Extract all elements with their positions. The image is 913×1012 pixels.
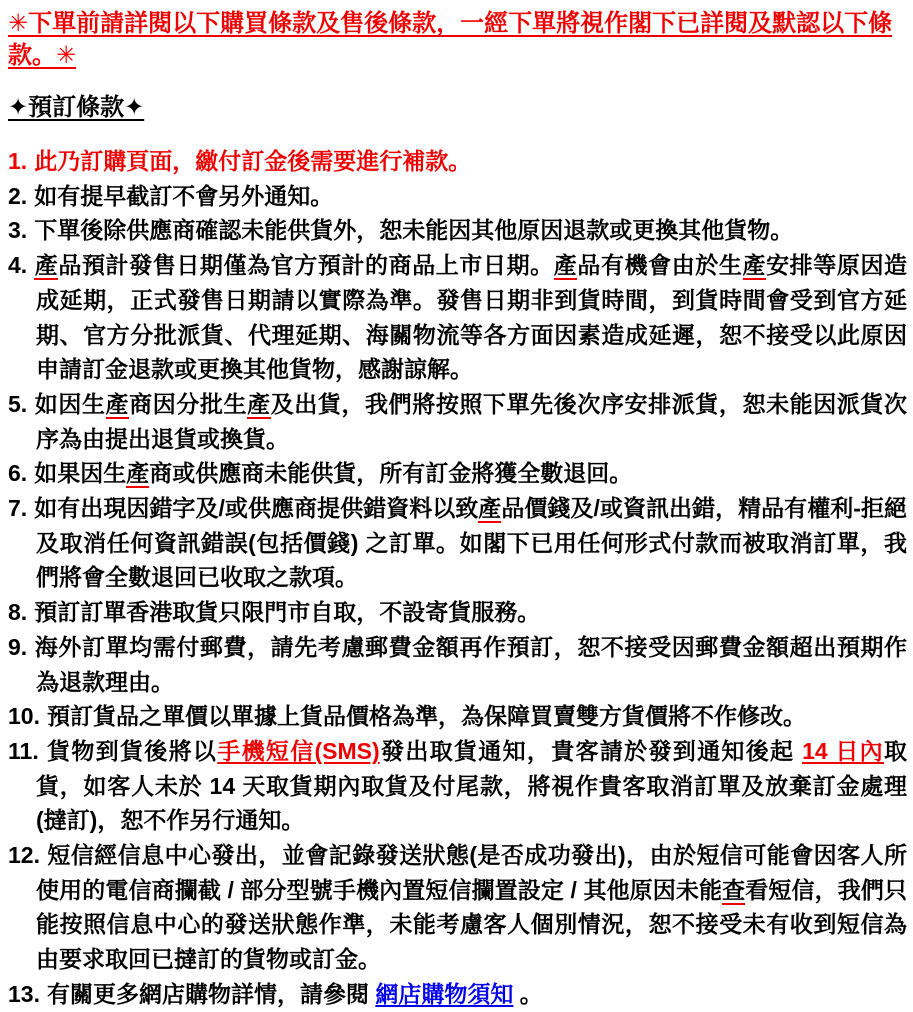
term-char-proof-mark: 產 <box>553 252 578 279</box>
term-item <box>8 595 907 630</box>
term-char-proof-mark: 產 <box>126 460 150 487</box>
term-text: 商因分批生 <box>129 390 248 417</box>
term-number: 10. <box>8 703 40 730</box>
term-number: 6. <box>8 460 28 487</box>
term-text: 品價錢及/或資訊出錯，精品有權利-拒絕及取消任何資訊錯誤(包括價錢) 之訂單。如閣下已用任何形式付款而被取消訂單，我們將會全數退回已收取之款項。 <box>36 495 908 591</box>
term-char-proof-mark: 產 <box>742 252 767 279</box>
term-number: 13. <box>8 980 40 1007</box>
term-number: 7. <box>8 495 28 522</box>
term-item <box>8 248 907 387</box>
term-text: 安排等原因造成延期，正式發售日期請以實際為準。發售日期非到貨時間，到貨時間會受到官方延期、官方分批派貨、代理延期、海關物流等各方面因素造成延遲，恕不接受以此原因申請訂金退款或更換其他貨物，感謝諒解。 <box>36 252 908 383</box>
term-text: 。 <box>513 980 543 1007</box>
term-text: 預訂訂單香港取貨只限門市自取，不設寄貨服務。 <box>34 599 541 626</box>
term-item <box>8 491 907 595</box>
term-number: 5. <box>8 390 28 417</box>
shop-notice-link[interactable]: 網店購物須知 <box>375 980 514 1007</box>
term-text: 海外訂單均需付郵費，請先考慮郵費金額再作預訂，恕不接受因郵費金額超出預期作為退款理由。 <box>34 633 907 695</box>
term-text: 品有機會由於生 <box>577 252 743 279</box>
term-number: 1. <box>8 148 28 174</box>
term-char-proof-mark: 產 <box>247 390 271 417</box>
term-text: 如有出現因錯字及/或供應商提供錯資料以致 <box>34 495 479 522</box>
pre-order-notice: ✳下單前請詳閱以下購買條款及售後條款，一經下單將視作閣下已詳閱及默認以下條款。✳ <box>8 10 893 69</box>
term-item <box>8 144 907 179</box>
term-number: 2. <box>8 182 28 209</box>
term-text: 品預計發售日期僅為官方預計的商品上市日期。 <box>58 252 554 279</box>
term-number: 12. <box>8 842 40 869</box>
term-item <box>8 456 907 491</box>
term-text: 貨物到貨後將以 <box>45 737 218 764</box>
term-item <box>8 213 907 248</box>
term-highlight-red: 14 日內 <box>802 737 884 764</box>
term-text: 此乃訂購頁面，繳付訂金後需要進行補款。 <box>34 148 472 174</box>
term-char-proof-mark: 產 <box>34 252 59 279</box>
term-number: 11. <box>8 737 39 764</box>
term-item <box>8 977 907 1012</box>
term-text: 取貨，如客人未於 14 天取貨期內取貨及付尾款，將視作貴客取消訂單及放棄訂金處理(撻訂)，恕不作另行通知。 <box>36 737 907 834</box>
section-title: ✦預訂條款✦ <box>8 94 145 121</box>
term-text: 如因生 <box>34 390 106 417</box>
terms-list <box>8 144 907 1012</box>
term-char-proof-mark: 產 <box>478 495 502 522</box>
term-text: 如有提早截訂不會另外通知。 <box>34 182 334 209</box>
term-item <box>8 387 907 456</box>
term-text: 發出取貨通知，貴客請於發到通知後起 <box>379 737 803 764</box>
term-char-proof-mark: 產 <box>105 390 130 417</box>
term-item <box>8 630 907 699</box>
term-text: 下單後除供應商確認未能供貨外，恕未能因其他原因退款或更換其他貨物。 <box>34 217 794 244</box>
term-text: 預訂貨品之單價以單據上貨品價格為準，為保障買賣雙方貨價將不作修改。 <box>46 703 806 730</box>
term-number: 3. <box>8 217 28 244</box>
term-item <box>8 838 907 977</box>
term-item <box>8 699 907 734</box>
term-text: 有關更多網店購物詳情，請參閱 <box>46 980 376 1007</box>
term-number: 9. <box>8 633 28 660</box>
term-text: 如果因生 <box>34 460 127 487</box>
term-number: 4. <box>8 252 28 279</box>
term-item <box>8 179 907 214</box>
term-text: 商或供應商未能供貨，所有訂金將獲全數退回。 <box>149 460 633 487</box>
term-item <box>8 734 907 838</box>
term-char-proof-mark: 查 <box>722 876 746 903</box>
term-highlight-red: 手機短信(SMS) <box>217 737 380 764</box>
term-text: 短信經信息中心發出，並會記錄發送狀態(是否成功發出)，由於短信可能會因客人所使用的電信商攔截 / 部分型號手機內置短信攔置設定 / 其他原因未能 <box>36 842 907 903</box>
term-text: 及出貨，我們將按照下單先後次序安排派貨，恕未能因派貨次序為由提出退貨或換貨。 <box>36 390 908 452</box>
term-number: 8. <box>8 599 28 626</box>
term-text: 看短信，我們只能按照信息中心的發送狀態作準，未能考慮客人個別情況，恕不接受未有收到短信為由要求取回已撻訂的貨物或訂金。 <box>36 876 908 973</box>
